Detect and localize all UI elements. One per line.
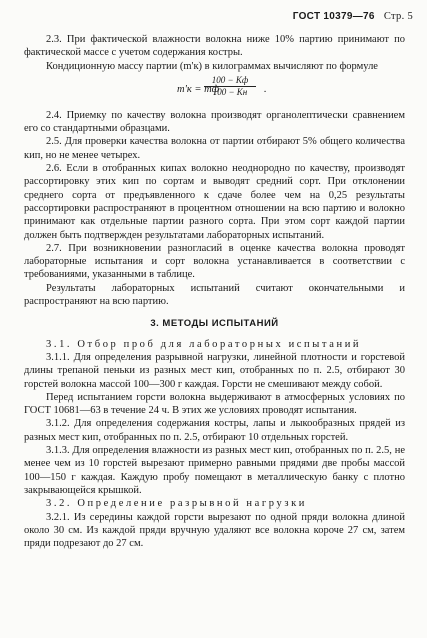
paragraph-conditional-mass: Кондиционную массу партии (m'к) в килограммах вычисляют по формуле [46,60,378,72]
paragraph-3-1-2: 3.1.2. Для определения содержания костры, лапы и лыкообразных прядей из разных мест кип, отобранных по п. 2.5, отбирают 10 отдельных горстей. [24,418,405,443]
formula-fraction [204,75,256,98]
paragraph-2-3: 2.3. При фактической влажности волокна ниже 10% партию принимают по фактической массе с учетом содержания костры. [24,34,405,59]
formula-end: . [264,83,267,95]
page-header [293,11,413,22]
subsection-3-1-heading: 3.1. Отбор проб для лабораторных испытаний [46,338,362,350]
paragraph-3-1-1: 3.1.1. Для определения разрывной нагрузки, линейной плотности и горстевой длины трепаной пеньки из разных мест кип, отобранных по п. 2.5, отбирают 30 горстей волокна массой 100—300 г каждая. Горсти не смешивают между собой. [24,351,405,390]
paragraph-3-2-1: 3.2.1. Из середины каждой горсти вырезают по одной пряди волокна длиной около 30 см. Из каждой пряди вручную удаляют все волокна короче 27 см, затем пряди подрезают до 27 см. [24,511,405,550]
formula-numerator: 100 − Kф [204,75,256,87]
subsection-3-2-heading: 3.2. Определение разрывной нагрузки [46,498,308,510]
formula-lhs: m'к = mф [177,83,220,95]
paragraph-2-5: 2.5. Для проверки качества волокна от партии отбирают 5% общего количества кип, но не менее четырех. [24,136,405,161]
paragraph-2-7: 2.7. При возникновении разногласий в оценке качества волокна проводят лабораторные испытания и сорт волокна устанавливается в соответствии с требованиями, указанными в таблице. [24,242,405,281]
paragraph-results: Результаты лабораторных испытаний считают окончательными и распространяют на всю партию. [24,282,405,308]
formula [24,75,405,105]
paragraph-3-1-3: 3.1.3. Для определения влажности из разных мест кип, отобранных по п. 2.5, не менее чем из 10 горстей вырезают примерно равными прядями две пробы массой 100—150 г каждая. Каждую пробу помещают в металлическую банку с плотно закрывающейся крышкой. [24,445,405,496]
standard-number: ГОСТ 10379—76 [292,11,375,22]
paragraph-conditioning: Перед испытанием горсти волокна выдерживают в атмосферных условиях по ГОСТ 10681—63 в течение 24 ч. В этих же условиях проводят испытания. [24,391,405,417]
paragraph-2-4: 2.4. Приемку по качеству волокна производят органолептически сравнением его со стандартными образцами. [24,109,405,135]
section-title: 3. МЕТОДЫ ИСПЫТАНИЙ [150,318,279,330]
formula-denominator: 100 − Kн [212,86,248,97]
document-body [24,33,405,550]
paragraph-2-6: 2.6. Если в отобранных кипах волокно неоднородно по качеству, производят рассортировку этих кип по сортам и выводят средний сорт. При отклонении среднего сорта от предъявленного к сдаче более чем на 0,25 результаты рассортировки распространяют в процентном отношении на всю партию и волокно принимают как отдельные партии разного сорта. При этом сорт каждой партии должен быть подтвержден результатами лабораторных испытаний. [24,163,405,241]
page-number: Стр. 5 [383,11,413,22]
